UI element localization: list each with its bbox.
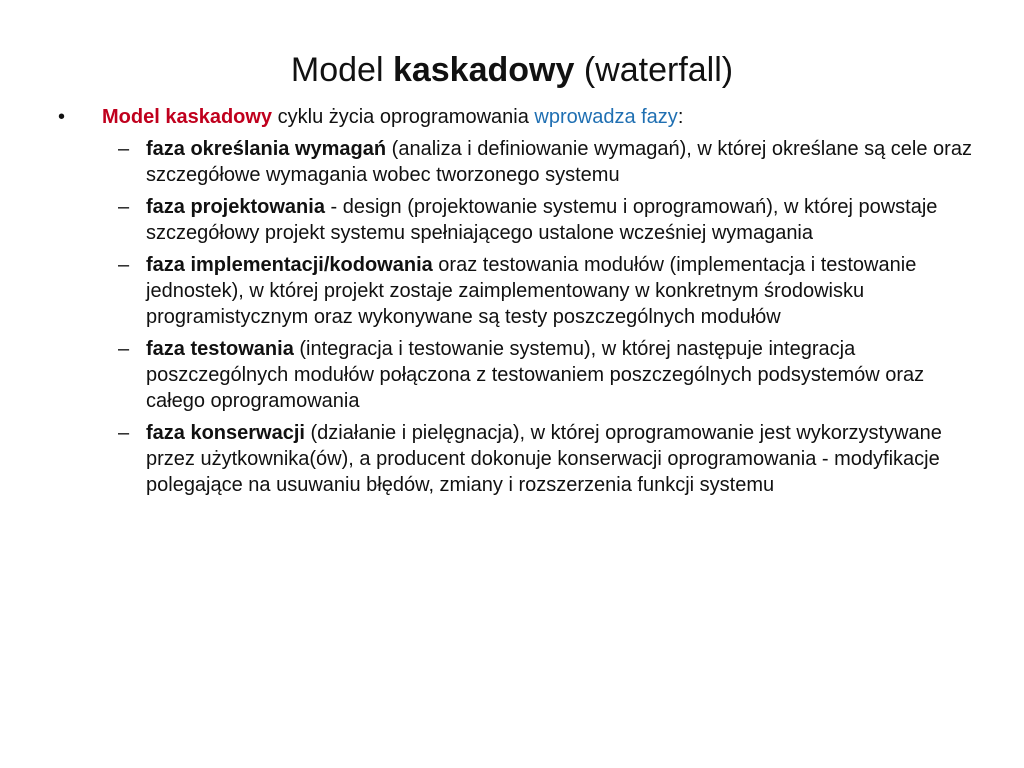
bullet-middle-text: cyklu życia oprogramowania xyxy=(272,106,535,128)
title-part-3: (waterfall) xyxy=(574,51,734,89)
bullet-end-text: : xyxy=(677,106,684,128)
bullet-marker: • xyxy=(58,106,66,128)
title-part-1: Model xyxy=(290,51,393,89)
dash-marker: – xyxy=(118,338,130,360)
phase-item-implementation xyxy=(118,252,978,330)
phase-name: faza określania wymagań xyxy=(146,138,387,160)
bullet-red-text: Model kaskadowy xyxy=(102,106,273,128)
phase-name: faza projektowania xyxy=(146,196,325,218)
phase-item-requirements xyxy=(118,136,978,188)
phase-name: faza implementacji/kodowania xyxy=(146,254,433,276)
bullet-blue-text: wprowadza fazy xyxy=(534,106,678,128)
dash-marker: – xyxy=(118,138,130,160)
phase-description: - design (projektowanie systemu i oprogramowań), w której powstaje szczegółowy projekt systemu spełniającego ustalone wcześniej wymagania xyxy=(146,196,938,244)
phase-description: (działanie i pielęgnacja), w której oprogramowanie jest wykorzystywane przez użytkownika(ów), a producent dokonuje konserwacji oprogramowania - modyfikacje polegające na usuwaniu błędów, zmiany i rozszerzenia funkcji systemu xyxy=(146,422,942,496)
dash-marker: – xyxy=(118,254,130,276)
main-bullet-text xyxy=(102,104,683,130)
phase-description: (analiza i definiowanie wymagań), w której określane są cele oraz szczegółowe wymagania wobec tworzonego systemu xyxy=(146,138,972,186)
phase-description: (integracja i testowanie systemu), w której następuje integracja poszczególnych modułów połączona z testowaniem poszczególnych podsystemów oraz całego oprogramowania xyxy=(146,338,925,412)
slide-title xyxy=(0,48,1024,92)
phase-name: faza testowania xyxy=(146,338,294,360)
phase-item-maintenance xyxy=(118,420,978,498)
phase-name: faza konserwacji xyxy=(146,422,305,444)
phase-description: oraz testowania modułów (implementacja i testowanie jednostek), w której projekt zostaje zaimplementowany w konkretnym środowisku programistycznym oraz wykonywane są testy poszczególnych modułów xyxy=(146,254,917,328)
dash-marker: – xyxy=(118,422,130,444)
phase-item-design xyxy=(118,194,978,246)
phase-list xyxy=(118,136,978,504)
title-part-2-bold: kaskadowy xyxy=(392,51,575,89)
phase-item-testing xyxy=(118,336,978,414)
dash-marker: – xyxy=(118,196,130,218)
